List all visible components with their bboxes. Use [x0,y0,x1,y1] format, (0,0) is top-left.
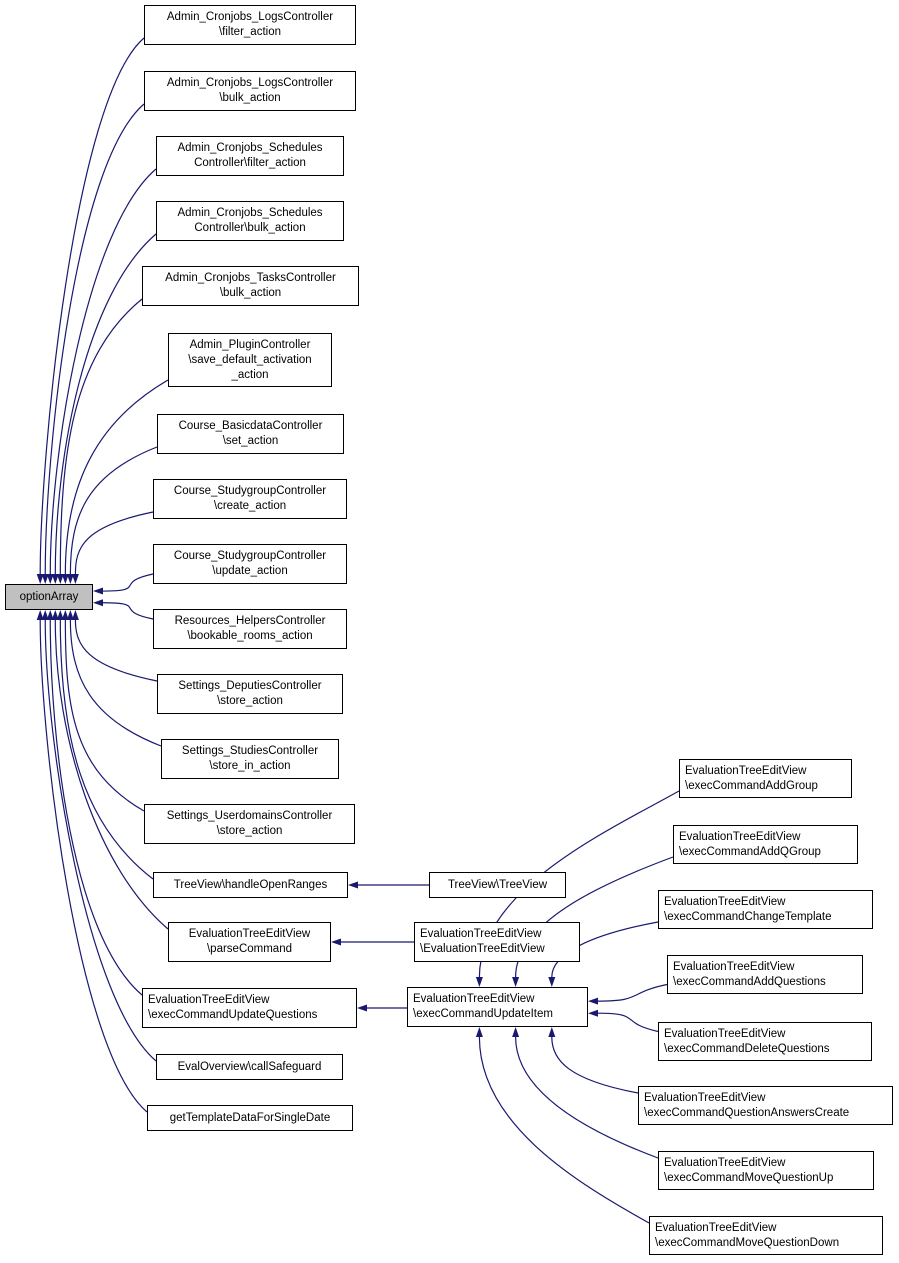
graph-node-admin-plugin-save-default-activation[interactable] [168,333,332,387]
graph-node-evaloverview-callsafeguard[interactable] [156,1054,343,1080]
graph-node-treeview-treeview[interactable] [429,872,566,898]
node-label-line: EvaluationTreeEditView [413,993,535,1005]
node-label-line: \execCommandDeleteQuestions [664,1042,830,1055]
node-label-line: Settings_DeputiesController [178,680,322,692]
node-label-line: \execCommandMoveQuestionUp [664,1171,834,1184]
graph-node-optionarray[interactable] [5,584,93,610]
graph-node-admin-cronjobs-schedules-bulk[interactable] [156,201,344,241]
graph-node-settings-deputies-store[interactable] [157,674,343,714]
node-label-line: EvaluationTreeEditView [420,928,542,940]
node-label-line: \parseCommand [206,943,292,955]
node-label-line: EvaluationTreeEditView [679,830,801,843]
node-label-line: \execCommandAddQGroup [679,845,821,858]
graph-node-etev-constructor[interactable] [414,922,580,962]
node-label-line: \bulk_action [219,287,282,299]
node-label-line: TreeView\handleOpenRanges [173,878,328,891]
node-label-line: Controller\bulk_action [194,222,306,234]
node-label-line: \execCommandUpdateItem [413,1008,553,1020]
graph-node-course-basicdata-set[interactable] [157,414,344,454]
node-label-line: getTemplateDataForSingleDate [169,1111,331,1124]
graph-node-admin-cronjobs-schedules-filter[interactable] [156,136,344,176]
node-label-line: Course_BasicdataController [178,420,323,432]
node-label-line: \execCommandAddQuestions [673,975,826,988]
node-label-line: EvaluationTreeEditView [664,1027,786,1040]
graph-node-etev-execcommandaddgroup[interactable] [679,759,852,798]
graph-node-admin-cronjobs-tasks-bulk[interactable] [142,266,359,306]
node-label-line: EvaluationTreeEditView [655,1221,777,1234]
node-label-line: Admin_Cronjobs_Schedules [177,207,323,219]
node-label-line: \execCommandMoveQuestionDown [655,1236,840,1249]
node-label-line: EvalOverview\callSafeguard [177,1060,322,1073]
node-label-line: \update_action [212,565,288,577]
node-label-line: \save_default_activation [188,353,312,366]
node-label-line: \execCommandAddGroup [685,779,818,792]
graph-node-settings-studies-store-in[interactable] [161,739,339,779]
graph-node-gettemplatedataforsingledate[interactable] [147,1105,353,1131]
node-label-line: Settings_StudiesController [181,745,319,757]
graph-node-etev-execcommandupdateitem[interactable] [407,987,588,1027]
node-label-line: Admin_PluginController [189,338,311,351]
node-label-line: EvaluationTreeEditView [685,764,807,777]
node-label-line: \execCommandChangeTemplate [664,910,832,923]
node-label-line: Settings_UserdomainsController [166,810,333,822]
graph-node-course-studygroup-create[interactable] [153,479,347,519]
node-label-line: \bookable_rooms_action [187,630,313,642]
graph-node-admin-cronjobs-logs-filter[interactable] [144,5,356,45]
node-label-line: \store_action [216,825,283,837]
graph-node-etev-execcommandquestionanswerscreate[interactable] [638,1086,893,1125]
node-label-line: optionArray [19,590,79,603]
graph-node-etev-execcommandchangetemplate[interactable] [658,890,873,929]
node-label-line: \create_action [213,500,287,512]
node-label-line: \set_action [222,435,279,447]
node-label-line: Admin_Cronjobs_TasksController [165,272,336,284]
node-label-line: Controller\filter_action [194,157,306,169]
node-label-line: EvaluationTreeEditView [664,1156,786,1169]
node-label-line: Course_StudygroupController [173,485,327,497]
node-label-line: \store_action [217,695,283,707]
node-label-line: TreeView\TreeView [447,878,548,891]
node-label-line: EvaluationTreeEditView [148,994,270,1006]
node-label-line: Admin_Cronjobs_LogsController [166,77,334,89]
node-label-line: Resources_HelpersController [174,615,326,627]
node-label-line: Admin_Cronjobs_LogsController [166,11,334,23]
graph-node-course-studygroup-update[interactable] [153,544,347,584]
node-label-line: \store_in_action [209,760,291,772]
graph-node-treeview-handleopenranges[interactable] [153,872,348,898]
graph-node-etev-parsecommand[interactable] [168,922,331,962]
node-label-line: EvaluationTreeEditView [188,928,311,940]
graph-node-etev-execcommandaddqgroup[interactable] [673,825,858,864]
node-label-line: \bulk_action [219,92,281,104]
node-label-line: _action [231,368,269,381]
node-label-line: Admin_Cronjobs_Schedules [177,142,323,154]
graph-node-resources-helpers-bookable-rooms[interactable] [153,609,347,649]
graph-node-etev-execcommandmovequestionup[interactable] [658,1151,874,1190]
node-label-line: EvaluationTreeEditView [673,960,795,973]
graph-node-etev-execcommandmovequestiondown[interactable] [649,1216,883,1255]
graph-node-settings-userdomains-store[interactable] [144,804,355,844]
graph-node-admin-cronjobs-logs-bulk[interactable] [144,71,356,111]
graph-node-etev-execcommandupdatequestions[interactable] [142,988,357,1028]
node-label-line: \EvaluationTreeEditView [420,943,545,955]
node-label-line: \execCommandQuestionAnswersCreate [644,1106,850,1119]
node-label-line: EvaluationTreeEditView [644,1091,766,1104]
node-label-line: Course_StudygroupController [173,550,327,562]
node-label-line: \execCommandUpdateQuestions [148,1009,318,1021]
graph-node-etev-execcommandaddquestions[interactable] [667,955,863,994]
graph-node-etev-execcommanddeletequestions[interactable] [658,1022,872,1061]
node-label-line: \filter_action [218,26,281,38]
node-label-line: EvaluationTreeEditView [664,895,786,908]
